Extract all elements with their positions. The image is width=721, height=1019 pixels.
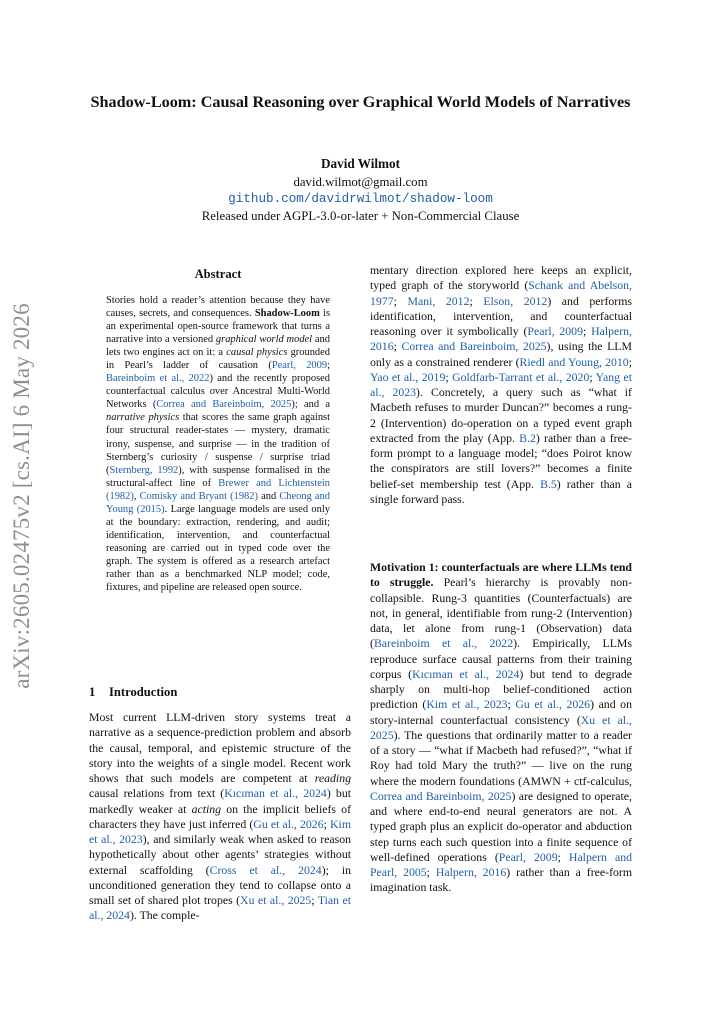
section-heading-introduction — [89, 684, 351, 700]
text-run: Pearl’s hierarchy is provably non-collapsible. Rung-3 quantities (Counterfactuals) are not, in general, identifiable from rung-2 (Intervention) data, let alone from rung-1 (Observation) data ( — [370, 575, 632, 651]
text-run: ); and a — [291, 399, 330, 411]
emphasis-term: reading — [314, 771, 351, 785]
text-run: ) rather than a free-form prompt to a language model; “does Poirot know the conspirators are still lovers?” becomes a finite belief-set membership test (App. — [370, 430, 632, 491]
text-run: ); in unconditioned generation they tend to collapse onto a small set of shared plot tropes ( — [89, 862, 352, 907]
text-run: ). Empirically, LLMs reproduce surface causal patterns from their training corpus ( — [370, 636, 632, 681]
citation-link[interactable]: B.5 — [540, 476, 557, 491]
text-run: ) rather than a single forward pass. — [370, 476, 632, 506]
abstract-text — [106, 294, 330, 594]
section-number: 1 — [89, 685, 96, 699]
citation-link[interactable]: Xu et al., 2025 — [370, 712, 632, 742]
text-run: ) but tend to degrade sharply on multi-hop belief-conditioned action prediction ( — [370, 666, 632, 712]
license-statement: Released under AGPL-3.0-or-later + Non-Commercial Clause — [201, 209, 520, 223]
citation-link[interactable]: Yao et al., 2019 — [370, 369, 446, 384]
introduction-paragraph — [89, 710, 351, 924]
citation-link[interactable]: Halpern, 2016 — [370, 324, 633, 354]
emphasis-term: acting — [191, 801, 222, 816]
text-run: ; — [582, 324, 592, 338]
text-run: mentary direction explored here keeps an explicit, typed graph of the storyworld ( — [370, 263, 632, 293]
citation-link[interactable]: Bareinboim et al., 2022 — [373, 636, 514, 651]
text-run: and lets two engines act on it: a — [106, 334, 330, 359]
emphasis-term: narrative physics — [106, 412, 180, 424]
citation-link[interactable]: Brewer and Lichtenstein (1982) — [106, 477, 330, 502]
text-run: ; — [628, 354, 632, 369]
citation-link[interactable]: Kim et al., 2023 — [426, 697, 508, 712]
abstract-heading: Abstract — [194, 267, 242, 281]
citation-link[interactable]: Goldfarb-Tarrant et al., 2020 — [452, 369, 590, 384]
citation-link[interactable]: Schank and Abelson, 1977 — [370, 278, 632, 308]
citation-link[interactable]: Tian et al., 2024 — [89, 893, 351, 923]
bold-term: Shadow-Loom — [254, 308, 320, 320]
citation-link[interactable]: Cross et al., 2024 — [209, 862, 322, 877]
text-run: ). Concretely, a query such as “what if Macbeth refuses to murder Duncan?” becomes a rung-2 (Intervention) do-operation on a typed event graph extracted from the play (App. — [370, 385, 632, 445]
text-run: that scores the same graph against four structural reader-states — mystery, dramatic irony, suspense, and surprise — in the tradition of Sternberg’s curiosity / suspense / surprise triad ( — [106, 412, 330, 476]
citation-link[interactable]: Kim et al., 2023 — [89, 816, 351, 846]
text-run: ) and the recently proposed counterfactual calculus over Ancestral Multi-World Networks ( — [106, 373, 330, 411]
text-run: ). The comple- — [129, 908, 200, 923]
text-run: ; — [393, 293, 408, 308]
text-run: ; — [445, 369, 453, 384]
citation-link[interactable]: Kıcıman et al., 2024 — [412, 666, 520, 681]
text-run: . Large language models are used only at the boundary: extraction, rendering, and audit; identification, intervention, and counterfactual reasoning are carried out in typed code over the graph. The system is offered as a research artefact rather than as a benchmarked NLP model; code, fixtures, and pipeline are released open source. — [106, 503, 330, 594]
citation-link[interactable]: Pearl, 2009 — [271, 360, 328, 372]
citation-link[interactable]: Pearl, 2009 — [527, 324, 583, 338]
emphasis-term: graphical world model — [215, 334, 313, 346]
text-run: ; — [393, 339, 402, 354]
text-run: ), and similarly weak when asked to reason hypothetically about other agents’ strategies without external scaffolding ( — [89, 832, 352, 877]
motivation-1-paragraph — [370, 560, 632, 896]
text-run: ; — [323, 816, 331, 831]
text-run: and — [257, 490, 280, 502]
citation-link[interactable]: Cheong and Young (2015) — [106, 490, 330, 515]
text-run: ; — [507, 697, 516, 712]
text-run: ; — [589, 369, 596, 384]
citation-link[interactable]: Gu et al., 2026 — [253, 816, 324, 831]
paper-title: Shadow-Loom: Causal Reasoning over Graphical World Models of Narratives — [90, 93, 631, 111]
citation-link[interactable]: Kıcıman et al., 2024 — [224, 786, 327, 801]
citation-link[interactable]: Pearl, 2009 — [498, 849, 558, 864]
text-run: Stories hold a reader’s attention because they have causes, secrets, and consequences. — [106, 295, 330, 320]
text-run: ). The questions that ordinarily matter to a reader of a story — “what if Macbeth had refused?”, “what if Roy had told Mary the truth?” — live on the rung where the modern foundations (AMWN + ctf-calculus, — [370, 727, 632, 788]
text-run: ), with suspense formalised in the structural-affect line of — [106, 464, 330, 489]
citation-link[interactable]: Mani, 2012 — [407, 293, 470, 308]
text-run: grounded in Pearl’s ladder of causation ( — [106, 347, 330, 372]
citation-link[interactable]: Elson, 2012 — [483, 293, 548, 308]
citation-link[interactable]: Halpern, 2016 — [435, 865, 507, 879]
text-run: causal relations from text ( — [89, 786, 225, 801]
citation-link[interactable]: Gu et al., 2026 — [515, 697, 591, 712]
text-run: on the implicit beliefs of characters they have just inferred ( — [89, 801, 351, 831]
repository-link[interactable]: github.com/davidrwilmot/shadow-loom — [228, 192, 493, 206]
text-run: ) and on story-internal counterfactual consistency ( — [370, 697, 632, 727]
section-title: Introduction — [109, 685, 178, 699]
citation-link[interactable]: Bareinboim et al., 2022 — [106, 373, 210, 385]
citation-link[interactable]: Correa and Bareinboim, 2025 — [370, 788, 512, 803]
text-run: ; — [557, 849, 569, 864]
text-run: ; — [469, 293, 484, 308]
text-run: ) rather than a free-form imagination task. — [370, 865, 632, 895]
citation-link[interactable]: B.2 — [519, 430, 536, 445]
text-run: ) are designed to operate, and where end-to-end neural generators are not. A typed graph plus an explicit do-operator and abduction step turns each such question into a finite sequence of well-defined operations ( — [370, 788, 632, 864]
text-run: , — [133, 490, 140, 502]
author-email[interactable]: david.wilmot@gmail.com — [293, 175, 428, 189]
text-run: ) and performs identification, intervention, and counterfactual reasoning over it symbolically ( — [370, 293, 632, 338]
text-run: ; — [426, 865, 436, 879]
citation-link[interactable]: Halpern and Pearl, 2005 — [370, 849, 632, 879]
arxiv-identifier-stamp — [2, 302, 42, 690]
emphasis-term: causal physics — [226, 347, 288, 359]
citation-link[interactable]: Correa and Bareinboim, 2025 — [156, 399, 292, 411]
text-run: ) but markedly weaker at — [89, 786, 351, 816]
introduction-continuation-paragraph — [370, 263, 632, 507]
citation-link[interactable]: Yang et al., 2023 — [370, 369, 632, 399]
author-name: David Wilmot — [320, 156, 400, 171]
arxiv-identifier[interactable]: arXiv:2605.02475v2 [cs.AI] 6 May 2026 — [9, 303, 35, 689]
citation-link[interactable]: Correa and Bareinboim, 2025 — [401, 339, 547, 354]
text-run: ; — [311, 893, 318, 907]
citation-link[interactable]: Sternberg, 1992 — [109, 464, 179, 476]
citation-link[interactable]: Comisky and Bryant (1982) — [139, 490, 258, 502]
citation-link[interactable]: Riedl and Young, 2010 — [519, 354, 629, 369]
text-run: ; — [327, 360, 330, 372]
citation-link[interactable]: Xu et al., 2025 — [240, 893, 312, 907]
bold-term: Motivation 1: counterfactuals are where LLMs tend to struggle. — [370, 560, 632, 590]
text-run: is an experimental open-source framework that turns a narrative into a versioned — [106, 308, 331, 346]
text-run: ), using the LLM only as a constrained renderer ( — [370, 339, 632, 369]
text-run: Most current LLM-driven story systems treat a narrative as a sequence-prediction problem and absorb the causal, temporal, and epistemic structure of the story into the weights of a single model. Recent work shows that such models are competent at — [89, 710, 351, 785]
